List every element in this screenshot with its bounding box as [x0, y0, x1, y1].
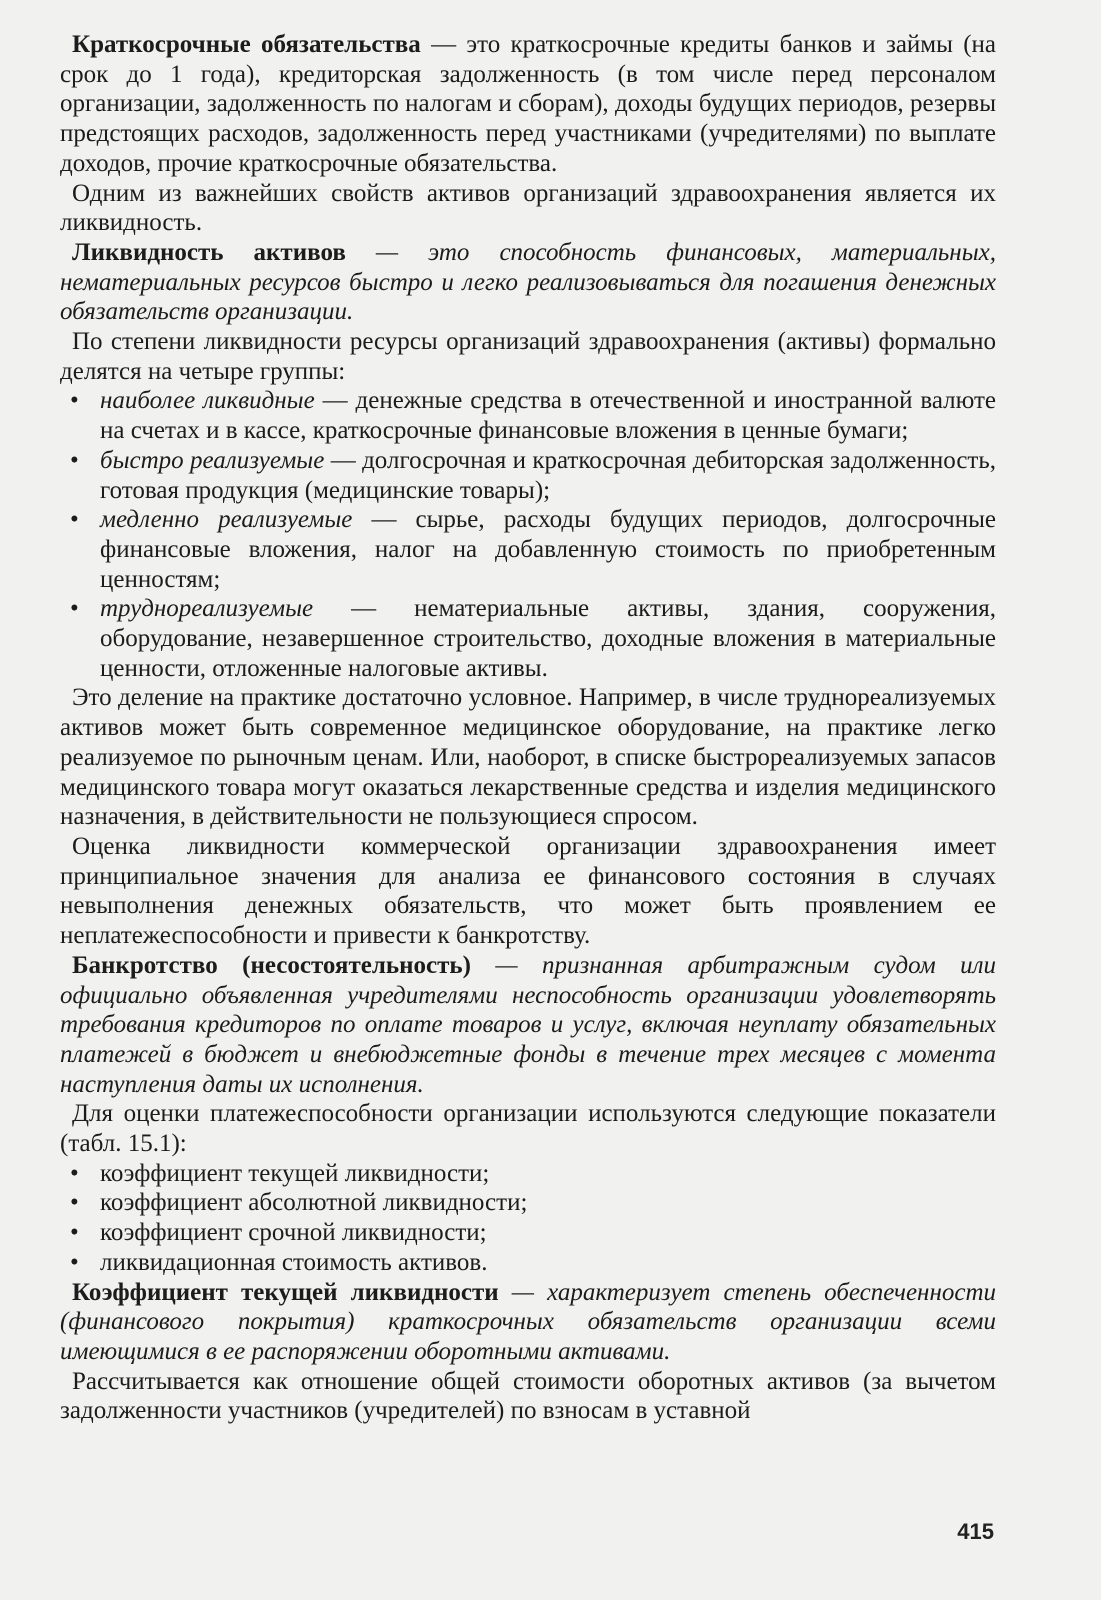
paragraph-calculation: Рассчитывается как отношение общей стоимости оборотных активов (за вычетом задолженности участников (учредителей) по взносам в уставной: [60, 1367, 996, 1425]
paragraph-liquidity-assessment: Оценка ликвидности коммерческой организации здравоохранения имеет принципиальное значения для анализа ее финансового состояния в случаях невыполнения денежных обязательств, что может быть проявлением ее неплатежеспособности и привести к банкротству.: [60, 832, 996, 950]
list-item: [60, 446, 996, 505]
page-body: [60, 30, 996, 1426]
paragraph-bankruptcy-definition: [60, 951, 996, 1100]
page-number: 415: [957, 1519, 994, 1544]
list-item: • коэффициент текущей ликвидности;: [60, 1159, 996, 1189]
list-item: • ликвидационная стоимость активов.: [60, 1248, 996, 1278]
list-item: [60, 505, 996, 594]
term-short-term-liabilities: Краткосрочные обязательства: [72, 31, 421, 58]
list-item-text: — долгосрочная и краткосрочная дебиторская задолженность, готовая продукция (медицинские товары);: [100, 446, 996, 504]
liquidity-groups-list: [60, 386, 996, 683]
paragraph-asset-liquidity-definition: [60, 238, 996, 327]
paragraph-current-liquidity-definition: [60, 1278, 996, 1367]
paragraph-liquidity-groups-intro: По степени ликвидности ресурсы организаций здравоохранения (активы) формально делятся на четыре группы:: [60, 328, 996, 385]
definition-asset-liquidity: — это способность финансовых, материальных, нематериальных ресурсов быстро и легко реализовываться для погашения денежных обязательств организации.: [60, 238, 996, 326]
list-item: [60, 386, 996, 445]
definition-bankruptcy: — признанная арбитражным судом или официально объявленная учредителями неспособность организации удовлетворять требования кредиторов по оплате товаров и услуг, включая неуплату обязательных платежей в бюджет и внебюджетные фонды в течение трех месяцев с момента наступления даты их исполнения.: [60, 951, 996, 1098]
term-current-liquidity-ratio: Коэффициент текущей ликвидности: [72, 1278, 499, 1306]
list-item: [60, 594, 996, 683]
paragraph-division-conditional: Это деление на практике достаточно условное. Например, в числе труднореализуемых активов может быть современное медицинское оборудование, на практике легко реализуемое по рыночным ценам. Или, наоборот, в списке быстрореализуемых запасов медицинского товара могут оказаться лекарственные средства и изделия медицинского назначения, в действительности не пользующиеся спросом.: [60, 684, 996, 831]
list-item-term: медленно реализуемые: [100, 506, 353, 534]
term-bankruptcy: Банкротство (несостоятельность): [72, 951, 471, 979]
list-item-text: — денежные средства в отечественной и иностранной валюте на счетах и в кассе, краткосрочные финансовые вложения в ценные бумаги;: [100, 387, 997, 445]
term-asset-liquidity: Ликвидность активов: [72, 238, 346, 266]
list-item-term: быстро реализуемые: [100, 446, 325, 474]
list-item-term: труднореализуемые: [100, 595, 314, 623]
paragraph-liquidity-intro: Одним из важнейших свойств активов организаций здравоохранения является их ликвидность.: [60, 179, 996, 237]
text-short-term-liabilities: — это краткосрочные кредиты банков и займы (на срок до 1 года), кредиторская задолженность (в том числе перед персоналом организации, задолженность по налогам и сборам), доходы будущих периодов, резервы предстоящих расходов, задолженность перед участниками (учредителями) по выплате доходов, прочие краткосрочные обязательства.: [60, 31, 996, 177]
list-item-text: — нематериальные активы, здания, сооружения, оборудование, незавершенное строительство, доходные вложения в материальные ценности, отложенные налоговые активы.: [100, 595, 996, 682]
paragraph-short-term-liabilities: [60, 30, 996, 179]
list-item: • коэффициент абсолютной ликвидности;: [60, 1188, 996, 1218]
paragraph-indicators-intro: Для оценки платежеспособности организации используются следующие показатели (табл. 15.1):: [60, 1100, 996, 1158]
definition-current-liquidity-ratio: — характеризует степень обеспеченности (финансового покрытия) краткосрочных обязательств организации всеми имеющимися в ее распоряжении оборотными активами.: [60, 1278, 996, 1365]
list-item-text: — сырье, расходы будущих периодов, долгосрочные финансовые вложения, налог на добавленную стоимость по приобретенным ценностям;: [100, 506, 996, 593]
list-item-term: наиболее ликвидные: [100, 387, 315, 415]
indicators-list: [60, 1159, 996, 1278]
list-item: • коэффициент срочной ликвидности;: [60, 1218, 996, 1248]
